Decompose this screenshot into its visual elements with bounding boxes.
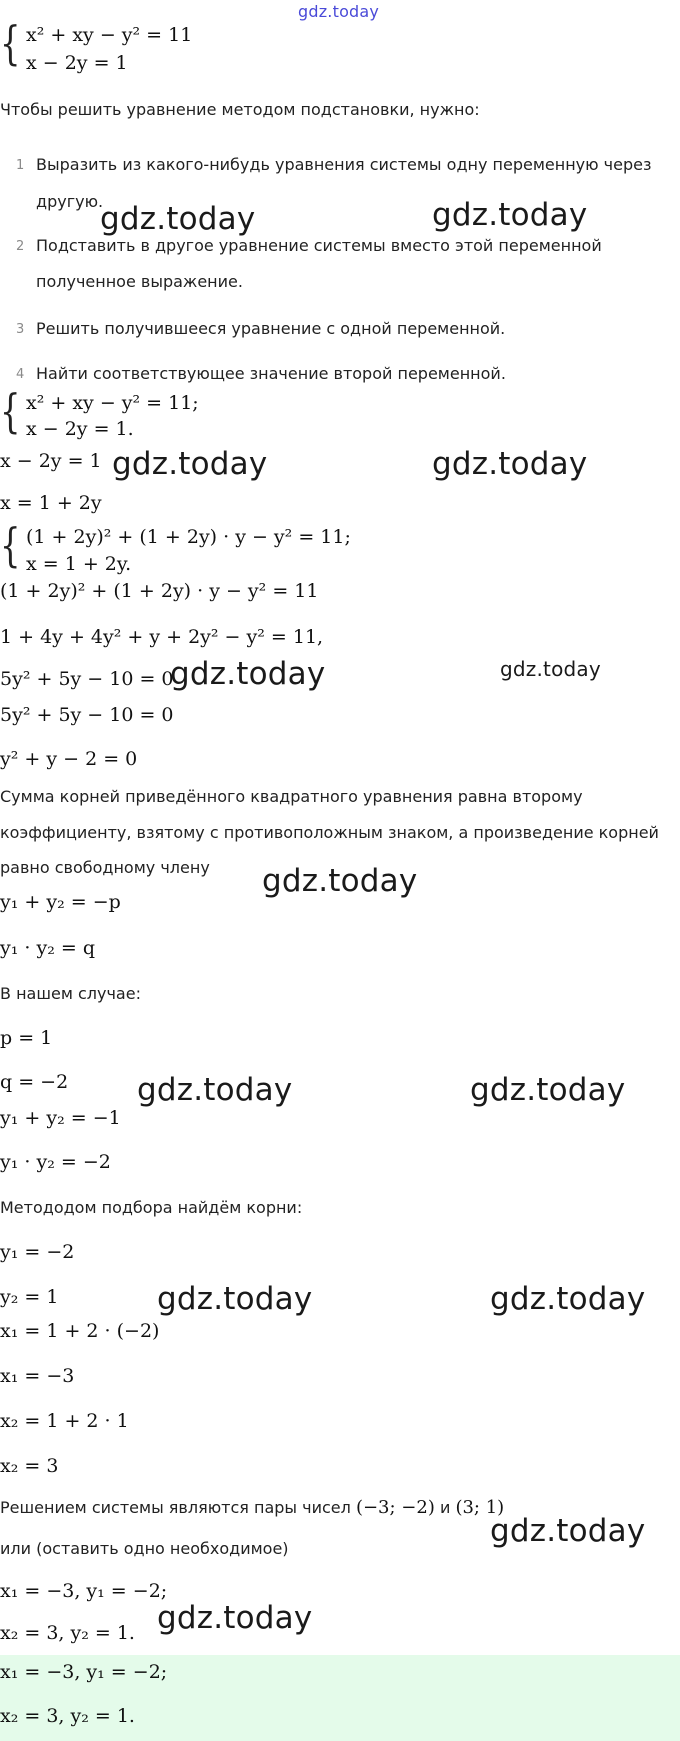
method-label: Метододом подбора найдём корни: (0, 1198, 303, 1217)
watermark: gdz.today (262, 863, 418, 899)
watermark: gdz.today (157, 1600, 313, 1636)
step-number: 1 (16, 158, 25, 173)
step-number: 4 (16, 367, 25, 382)
watermark: gdz.today (157, 1281, 313, 1317)
equation-line: p = 1 (0, 1027, 53, 1049)
equation-line: 5y² + 5y − 10 = 0 (0, 704, 174, 726)
equation-line: x₂ = 1 + 2 · 1 (0, 1410, 129, 1432)
equation-line: y² + y − 2 = 0 (0, 748, 138, 770)
equation-line: y₁ · y₂ = q (0, 937, 95, 959)
equation-line: 1 + 4y + 4y² + y + 2y² − y² = 11, (0, 626, 324, 648)
system2-eq1: x² + xy − y² = 11; (26, 392, 199, 414)
solution-pair: (−3; −2) (355, 1497, 435, 1518)
system1-eq2: x − 2y = 1 (26, 52, 128, 74)
equation-line: q = −2 (0, 1071, 69, 1093)
step-number: 2 (16, 239, 25, 254)
vieta-text: Сумма корней приведённого квадратного уравнения равна второму (0, 787, 583, 806)
answer-line: x₂ = 3, y₂ = 1. (0, 1705, 135, 1727)
system-brace: { (0, 518, 21, 572)
system-brace: { (0, 16, 21, 70)
solution-conj: и (439, 1498, 451, 1517)
equation-line: y₂ = 1 (0, 1286, 59, 1308)
step-number: 3 (16, 322, 25, 337)
solution-text (0, 1497, 504, 1518)
equation-line: x₁ = −3, y₁ = −2; (0, 1580, 168, 1602)
header-watermark: gdz.today (298, 2, 380, 21)
equation-line: x₂ = 3, y₂ = 1. (0, 1622, 135, 1644)
watermark: gdz.today (432, 197, 588, 233)
alt-label: или (оставить одно необходимое) (0, 1539, 289, 1558)
solution-pair: (3; 1) (455, 1497, 505, 1518)
watermark: gdz.today (490, 1513, 646, 1549)
equation-line: y₁ + y₂ = −p (0, 891, 121, 913)
equation-line: 5y² + 5y − 10 = 0 (0, 668, 174, 690)
equation-line: x = 1 + 2y (0, 492, 102, 514)
equation-line: x₂ = 3 (0, 1455, 59, 1477)
step-text: Подставить в другое уравнение системы вместо этой переменной (36, 236, 602, 255)
equation-line: x − 2y = 1 (0, 450, 102, 472)
watermark: gdz.today (137, 1072, 293, 1108)
intro-text: Чтобы решить уравнение методом подстановки, нужно: (0, 100, 480, 119)
equation-line: y₁ + y₂ = −1 (0, 1107, 121, 1129)
watermark: gdz.today (112, 446, 268, 482)
vieta-text: равно свободному члену (0, 858, 210, 877)
step-text: Выразить из какого-нибудь уравнения системы одну переменную через (36, 155, 652, 174)
system3-eq1: (1 + 2y)² + (1 + 2y) · y − y² = 11; (26, 526, 351, 548)
equation-line: x₁ = 1 + 2 · (−2) (0, 1320, 160, 1342)
step-text: Решить получившееся уравнение с одной переменной. (36, 319, 506, 338)
watermark: gdz.today (432, 446, 588, 482)
system-brace: { (0, 384, 21, 438)
equation-line: y₁ = −2 (0, 1241, 75, 1263)
equation-line: x₁ = −3 (0, 1365, 75, 1387)
watermark: gdz.today (490, 1281, 646, 1317)
step-text: полученное выражение. (36, 272, 243, 291)
watermark: gdz.today (170, 656, 326, 692)
step-text: Найти соответствующее значение второй переменной. (36, 364, 506, 383)
watermark: gdz.today (100, 201, 256, 237)
equation-line: y₁ · y₂ = −2 (0, 1151, 111, 1173)
system1-eq1: x² + xy − y² = 11 (26, 24, 193, 46)
solution-prefix: Решением системы являются пары чисел (0, 1498, 351, 1517)
case-label: В нашем случае: (0, 984, 141, 1003)
watermark: gdz.today (500, 657, 601, 681)
answer-line: x₁ = −3, y₁ = −2; (0, 1661, 168, 1683)
equation-line: (1 + 2y)² + (1 + 2y) · y − y² = 11 (0, 580, 319, 602)
watermark: gdz.today (470, 1072, 626, 1108)
vieta-text: коэффициенту, взятому с противоположным знаком, а произведение корней (0, 823, 659, 842)
step-text: другую. (36, 192, 104, 211)
system3-eq2: x = 1 + 2y. (26, 553, 132, 575)
system2-eq2: x − 2y = 1. (26, 418, 134, 440)
